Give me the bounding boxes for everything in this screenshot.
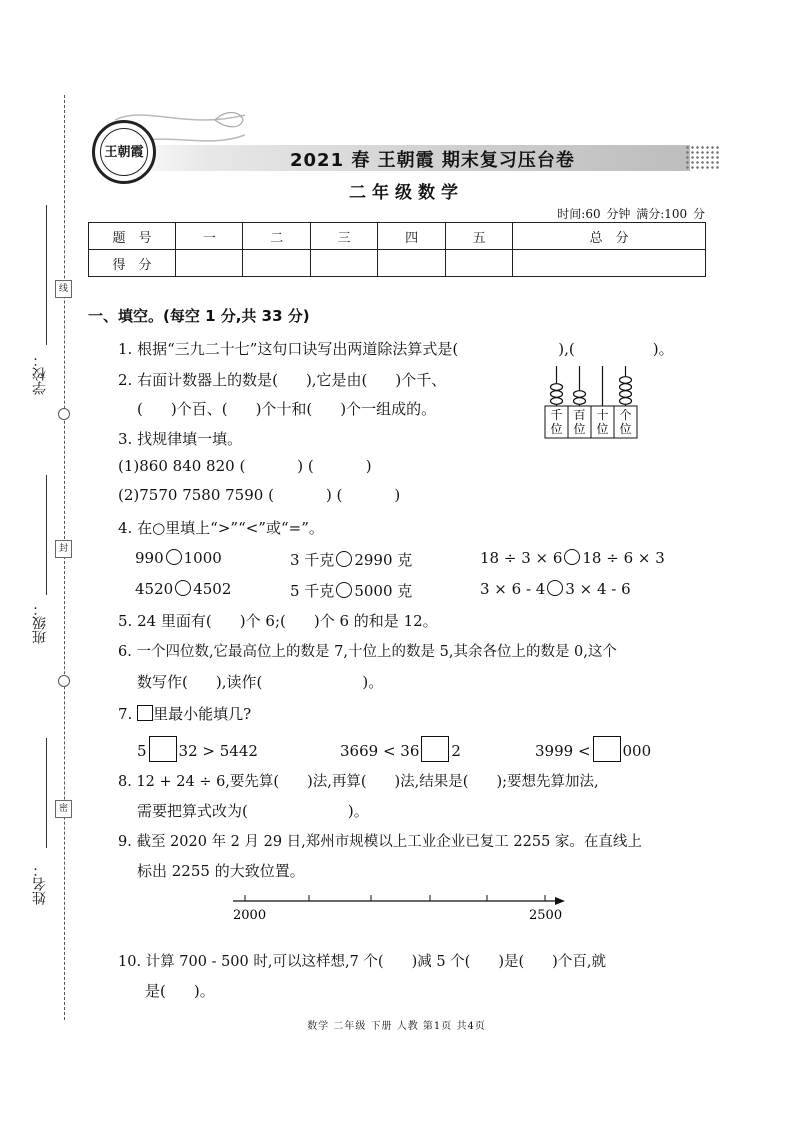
table-cell: 二 — [243, 223, 310, 250]
compare-item — [480, 549, 665, 567]
compare-left: 3 千克 — [290, 551, 335, 569]
brand-logo — [92, 120, 156, 184]
abacus-place-label: 位 — [550, 422, 563, 436]
binding-hole-icon — [58, 675, 70, 687]
question-5 — [118, 610, 438, 631]
question-8-line1 — [118, 770, 599, 791]
abacus-place-label: 位 — [573, 422, 586, 436]
compare-item — [135, 549, 222, 567]
compare-circle[interactable] — [336, 582, 352, 598]
fill-text: 5 — [137, 742, 147, 760]
section-heading: 一、填空。(每空 1 分,共 33 分) — [88, 307, 310, 325]
score-input-cell[interactable] — [176, 250, 243, 277]
abacus-place-label: 十 — [596, 408, 609, 422]
table-cell: 四 — [378, 223, 445, 250]
question-8-line2 — [137, 800, 369, 821]
q8-text: 8. 12 + 24 ÷ 6,要先算( — [118, 774, 280, 790]
score-input-cell[interactable] — [513, 250, 706, 277]
fill-text: 3669 < 36 — [340, 742, 420, 760]
score-input-cell[interactable] — [378, 250, 445, 277]
question-2-line1 — [118, 369, 446, 390]
abacus-place-label: 个 — [619, 408, 632, 422]
q10-text: 10. 计算 700 - 500 时,可以这样想,7 个( — [118, 954, 384, 970]
q6-text: ),读作( — [215, 673, 263, 691]
compare-circle[interactable] — [564, 549, 580, 565]
score-input-cell[interactable] — [243, 250, 310, 277]
question-9-line1: 9. 截至 2020 年 2 月 29 日,郑州市规模以上工业企业已复工 2255 家。在直线上 — [118, 834, 642, 850]
compare-left: 5 千克 — [290, 582, 335, 600]
question-3-row2 — [118, 486, 400, 504]
fill-text: 32 > 5442 — [178, 742, 258, 760]
abacus-bead — [574, 398, 586, 405]
q3-text: (2)7570 7580 7590 ( — [118, 486, 274, 504]
fill-item — [340, 736, 461, 762]
q8-text: 需要把算式改为( — [137, 802, 248, 820]
fill-box[interactable] — [593, 736, 621, 762]
q3-text: ) ( — [297, 457, 314, 475]
abacus-bead — [620, 377, 632, 384]
table-cell: 总 分 — [513, 223, 706, 250]
q8-text: )法,再算( — [307, 774, 367, 790]
question-10-line2 — [145, 980, 215, 1001]
abacus-bead — [620, 384, 632, 391]
q6-text: 数写作( — [137, 673, 188, 691]
q7-text: 里最小能填几? — [153, 705, 252, 723]
q2-text: )个一组成的。 — [340, 400, 437, 418]
q8-text: );要想先算加法, — [496, 774, 599, 790]
name-label: 姓名： — [32, 863, 48, 905]
class-underline — [46, 475, 47, 595]
school-underline — [46, 205, 47, 345]
square-box-icon — [137, 705, 153, 721]
table-cell: 题 号 — [89, 223, 176, 250]
class-label: 班级： — [32, 602, 48, 644]
compare-left: 18 ÷ 3 × 6 — [480, 549, 563, 567]
binding-hole-icon — [58, 408, 70, 420]
q3-text: (1)860 840 820 ( — [118, 457, 246, 475]
abacus-bead — [551, 384, 563, 391]
q3-text: ) — [394, 486, 401, 504]
seal-mi-mark: 密 — [55, 800, 72, 818]
q2-text: ),它是由( — [305, 371, 368, 389]
fill-item — [535, 736, 651, 762]
school-label: 学校： — [32, 353, 48, 395]
compare-item — [135, 580, 231, 598]
table-cell: 一 — [176, 223, 243, 250]
seal-feng-mark: 封 — [55, 540, 72, 558]
score-table-header-row — [89, 223, 706, 250]
compare-right: 18 ÷ 6 × 3 — [582, 549, 665, 567]
compare-circle[interactable] — [547, 580, 563, 596]
q8-text: )法,结果是( — [394, 774, 469, 790]
school-field — [28, 205, 60, 395]
seal-line-mark: 线 — [55, 280, 72, 298]
abacus-bead — [551, 391, 563, 398]
fill-text: 3999 < — [535, 742, 591, 760]
question-10-line1 — [118, 950, 606, 971]
fill-box[interactable] — [421, 736, 449, 762]
score-table-score-row — [89, 250, 706, 277]
compare-left: 4520 — [135, 580, 174, 598]
q2-text: )个百、( — [170, 400, 228, 418]
question-1 — [118, 338, 674, 359]
q5-text: )个 6;( — [239, 612, 286, 630]
page-title: 2021 春 王朝霞 期末复习压台卷 — [290, 150, 575, 171]
q2-text: )个千、 — [395, 371, 447, 389]
q3-text: ) ( — [325, 486, 343, 504]
fill-item — [137, 736, 258, 762]
fill-text: 2 — [451, 742, 461, 760]
compare-item — [290, 549, 412, 570]
logo-text: 王朝霞 — [100, 128, 148, 176]
question-9-line2: 标出 2255 的大致位置。 — [137, 862, 305, 880]
abacus-place-label: 位 — [596, 422, 609, 436]
arrow-icon — [555, 897, 565, 905]
q2-text: )个十和( — [255, 400, 313, 418]
score-input-cell[interactable] — [445, 250, 512, 277]
abacus-bead — [620, 398, 632, 405]
score-table — [88, 222, 706, 277]
q10-text: )减 5 个( — [411, 954, 471, 970]
question-3-row1 — [118, 457, 372, 475]
q6-text: )。 — [362, 673, 384, 691]
compare-right: 3 × 4 - 6 — [565, 580, 631, 598]
q8-text: )。 — [347, 802, 369, 820]
number-line-end: 2500 — [529, 908, 563, 923]
class-field — [28, 475, 60, 665]
q10-text: )个百,就 — [552, 954, 606, 970]
q2-text: 2. 右面计数器上的数是( — [118, 371, 278, 389]
q10-text: 是( — [145, 982, 166, 1000]
table-cell: 三 — [310, 223, 377, 250]
compare-circle[interactable] — [166, 549, 182, 565]
question-6-line2 — [137, 671, 383, 692]
compare-circle[interactable] — [336, 551, 352, 567]
q2-text: ( — [137, 400, 143, 418]
question-3-title: 3. 找规律填一填。 — [118, 430, 243, 448]
page-footer: 数学 二年级 下册 人教 第1页 共4页 — [307, 1021, 486, 1032]
abacus-place-label: 百 — [573, 408, 586, 422]
q3-text: ) — [365, 457, 372, 475]
q5-text: 5. 24 里面有( — [118, 612, 212, 630]
compare-left: 3 × 6 - 4 — [480, 580, 546, 598]
fill-box[interactable] — [149, 736, 177, 762]
question-2-line2 — [137, 398, 436, 419]
abacus-place-label: 千 — [550, 408, 563, 422]
question-4-title: 4. 在○里填上“>”“<”或“=”。 — [118, 519, 324, 537]
q7-text: 7. — [118, 705, 133, 723]
table-cell: 五 — [445, 223, 512, 250]
score-input-cell[interactable] — [310, 250, 377, 277]
question-7-title — [118, 703, 251, 724]
compare-left: 990 — [135, 549, 164, 567]
q1-text: 1. 根据“三九二十七”这句口诀写出两道除法算式是( — [118, 340, 459, 358]
compare-right: 5000 克 — [354, 582, 413, 600]
compare-right: 2990 克 — [354, 551, 413, 569]
abacus-place-label: 位 — [619, 422, 632, 436]
question-6-line1: 6. 一个四位数,它最高位上的数是 7,十位上的数是 5,其余各位上的数是 0,这个 — [118, 644, 617, 660]
abacus-bead — [551, 398, 563, 405]
table-cell: 得 分 — [89, 250, 176, 277]
time-score-info: 时间:60 分钟 满分:100 分 — [557, 207, 705, 221]
compare-item — [480, 580, 631, 598]
number-line-start: 2000 — [233, 908, 267, 923]
q5-text: )个 6 的和是 12。 — [313, 612, 438, 630]
abacus-bead — [574, 391, 586, 398]
q1-text: ),( — [558, 340, 575, 358]
compare-right: 1000 — [183, 549, 222, 567]
number-line[interactable] — [225, 888, 570, 928]
page-subtitle: 二年级数学 — [349, 183, 464, 203]
compare-item — [290, 580, 412, 601]
name-underline — [46, 738, 47, 848]
name-field — [28, 738, 60, 928]
fill-text: 000 — [622, 742, 652, 760]
q1-text: )。 — [652, 340, 674, 358]
compare-circle[interactable] — [175, 580, 191, 596]
dot-pattern — [685, 145, 720, 171]
q10-text: )是( — [498, 954, 525, 970]
abacus-diagram — [540, 362, 640, 440]
abacus-bead — [620, 391, 632, 398]
compare-right: 4502 — [193, 580, 232, 598]
q10-text: )。 — [193, 982, 215, 1000]
